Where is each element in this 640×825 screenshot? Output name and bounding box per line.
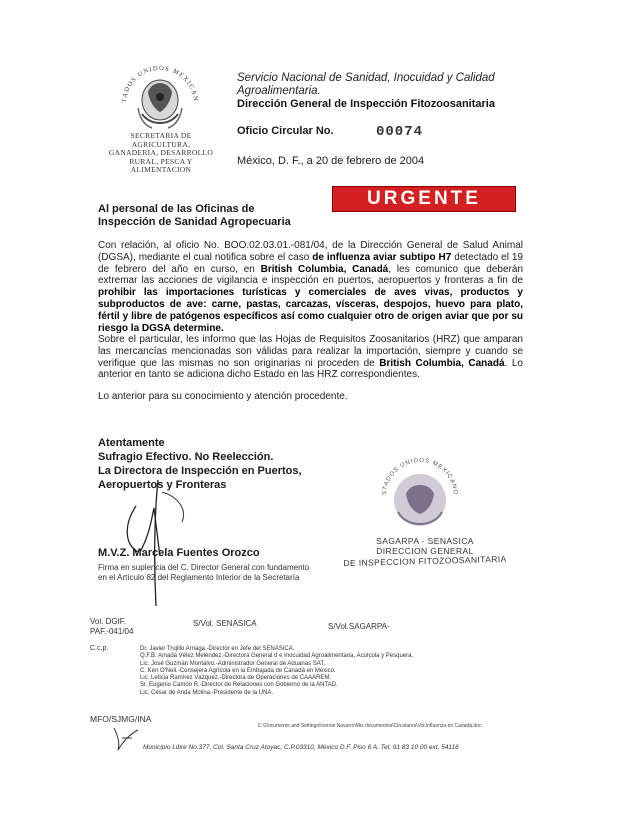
vol-reference: Vol. DGIF. PAF.-041/04	[90, 617, 134, 636]
urgent-stamp: URGENTE	[332, 186, 516, 212]
handwritten-signature	[110, 478, 250, 610]
circular-number: 00074	[376, 124, 424, 140]
signer-note: Firma en suplencia del C. Director General con fundamento en el Artículo 82 del Reglamento Interior de la Secretaría	[98, 563, 310, 582]
stamp-text: SAGARPA - SENASICA DIRECCION GENERAL	[376, 536, 474, 556]
ccp-label: C.c.p.	[90, 645, 109, 652]
body-paragraph-2: Sobre el particular, les informo que las Hojas de Requisitos Zoosanitarios (HRZ) que amparan las mercancías mencionadas son válidas para realizar la importación, siempre y cuando se verifique que las mismas no son originarias ni proceden de British Columbia, Canadá. Lo anterior en tanto se adiciona dicho Estado en las HRZ correspondientes.	[98, 334, 523, 381]
senasica-reference: S/Vol. SENASICA	[193, 619, 257, 628]
official-seal-stamp	[372, 448, 468, 538]
footer-address: Municipio Libre No.377, Col. Santa Cruz Atoyac, C.P.03310, México D.F. Piso 6 A. Tel. 91 83 10 00 ext. 54116	[143, 744, 459, 751]
body-paragraph-1: Con relación, al oficio No. BOO.02.03.01.-081/04, de la Dirección General de Salud Animal (DGSA), mediante el cual notifica sobre el caso de influenza aviar subtipo H7 detectado el 19 de febrero del año en curso, en British Columbia, Canadá, les comunico que deberán extremar las acciones de vigilancia e inspección en puertos, aeropuertos y fronteras a fin de prohibir las importaciones turísticas y comerciales de aves vivas, productos y subproductos de ave: carne, pastas, carcazas, vísceras, despojos, huevo para plato, fértil y libre de patógenos específicos así como cualquier otro de origen aviar que por su riesgo la DGSA determine.	[98, 240, 524, 334]
closing-block: Atentamente Sufragio Efectivo. No Reelección. La Directora de Inspección en Puertos, Aeropuertos y Fronteras	[98, 437, 302, 491]
stamp-ring-text: STADOS UNIDOS MEXICANO	[381, 457, 459, 496]
agency-name: Servicio Nacional de Sanidad, Inocuidad y Calidad Agroalimentaria.	[237, 72, 495, 97]
seal-ring-text: TADOS UNIDOS MEXICAN	[120, 64, 200, 104]
signer-name: M.V.Z. Marcela Fuentes Orozco	[98, 547, 260, 559]
addressee: Al personal de las Oficinas de Inspección de Sanidad Agropecuaria	[98, 203, 291, 228]
document-date: México, D. F., a 20 de febrero de 2004	[237, 155, 425, 167]
stamp-text-bottom: DE INSPECCION FITOZOOSANITARIA	[343, 553, 507, 569]
direction-name: Dirección General de Inspección Fitozoosanitaria	[237, 98, 495, 110]
government-seal	[112, 52, 208, 136]
ccp-list: Dr. Javier Trujillo Arriaga.-Director en Jefe del SENASICA. Q.F.B. Amada Vélez Meléndez.-Directora General d e Inocuidad Agroalimentaria, Acuícola y Pesquera. Lic. José Guzmán Montalvo.-Administrador General de Aduanas SAT. C. Ken O'Neil.-Consejera Agrícola en la Embajada de Canadá en México. Lic. Leticia Ramírez Vázquez.-Directora de Operaciones de CAAAREM. Sr. Eugenio Camón R.-Director de Relaciones con Gobierno de la ANTAD. Lic. César de Anda Molina.-Presidente de la UNA.	[140, 646, 414, 696]
circular-label: Oficio Circular No.	[237, 125, 334, 137]
initials-signature	[110, 722, 140, 752]
file-path: C:\Documents and Settings\Ivonne Navarro\Mis documentos\Circulares\Vol.Influenza en Canadá.doc	[258, 723, 482, 729]
secretaria-name: SECRETARIA DE AGRICULTURA, GANADERIA, DESARROLLO RURAL, PESCA Y ALIMENTACION	[108, 131, 214, 174]
sagarpa-reference: S/Vol.SAGARPA-	[328, 622, 390, 631]
body-paragraph-3: Lo anterior para su conocimiento y atención procedente.	[98, 391, 348, 402]
initials: MFO/SJMG/INA	[90, 714, 152, 724]
